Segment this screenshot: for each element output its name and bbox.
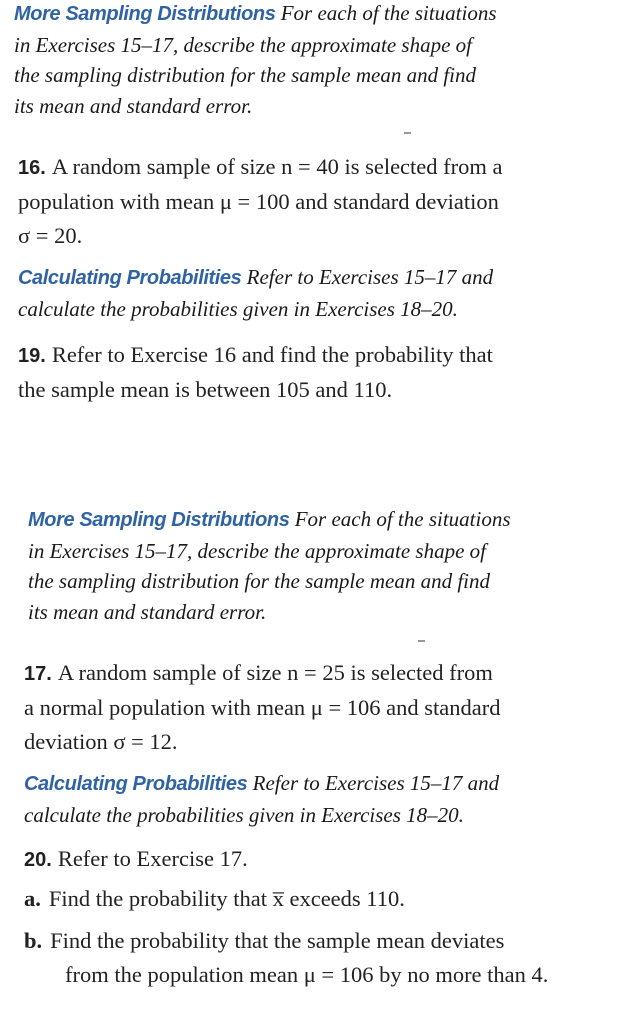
intro-paragraph-1 xyxy=(14,0,497,121)
exercise-text: the sample mean is between 105 and 110. xyxy=(18,377,393,402)
part-text: from the population mean μ = 106 by no more than 4. xyxy=(65,962,549,987)
intro-text: For each of the situations xyxy=(280,1,497,25)
calc-text: Refer to Exercises 15–17 and xyxy=(252,771,500,795)
part-text: Find the probability that the sample mean deviates xyxy=(50,928,505,953)
calc-paragraph-1 xyxy=(18,262,493,324)
section-heading-sampling: More Sampling Distributions xyxy=(28,509,290,531)
exercise-number: 19. xyxy=(18,345,46,367)
scan-mark xyxy=(404,132,411,134)
exercise-16 xyxy=(18,150,503,253)
section-heading-sampling: More Sampling Distributions xyxy=(14,3,276,25)
intro-text: the sampling distribution for the sample mean and find xyxy=(14,63,476,87)
section-heading-calculating: Calculating Probabilities xyxy=(24,773,248,795)
part-text: Find the probability that x̅ exceeds 110. xyxy=(48,886,405,911)
exercise-text: A random sample of size n = 40 is selected from a xyxy=(51,154,503,179)
intro-text: the sampling distribution for the sample mean and find xyxy=(28,569,490,593)
calc-paragraph-2 xyxy=(24,768,499,830)
exercise-19 xyxy=(18,338,493,407)
exercise-20 xyxy=(24,842,248,877)
exercise-17 xyxy=(24,656,501,759)
exercise-text: Refer to Exercise 16 and find the probability that xyxy=(51,342,493,367)
scan-mark xyxy=(418,640,425,642)
section-heading-calculating: Calculating Probabilities xyxy=(18,267,242,289)
exercise-20-part-a xyxy=(24,882,405,916)
intro-text: its mean and standard error. xyxy=(28,599,267,624)
calc-text: calculate the probabilities given in Exercises 18–20. xyxy=(18,296,458,321)
exercise-20-part-b xyxy=(24,924,548,992)
exercise-number: 16. xyxy=(18,157,46,179)
intro-text: in Exercises 15–17, describe the approximate shape of xyxy=(14,32,473,57)
calc-text: Refer to Exercises 15–17 and xyxy=(246,265,494,289)
exercise-number: 20. xyxy=(24,849,52,871)
exercise-text: Refer to Exercise 17. xyxy=(57,846,248,871)
exercise-text: A random sample of size n = 25 is selected from xyxy=(57,660,493,685)
part-label: a. xyxy=(24,886,41,911)
exercise-text: σ = 20. xyxy=(18,223,83,248)
calc-text: calculate the probabilities given in Exercises 18–20. xyxy=(24,802,464,827)
exercise-text: deviation σ = 12. xyxy=(24,729,178,754)
exercise-text: population with mean μ = 100 and standard deviation xyxy=(18,189,499,214)
intro-text: in Exercises 15–17, describe the approximate shape of xyxy=(28,538,487,563)
part-label: b. xyxy=(24,928,43,953)
exercise-text: a normal population with mean μ = 106 and standard xyxy=(24,695,501,720)
intro-text: its mean and standard error. xyxy=(14,93,253,118)
intro-paragraph-2 xyxy=(28,504,511,627)
intro-text: For each of the situations xyxy=(294,507,511,531)
exercise-number: 17. xyxy=(24,663,52,685)
